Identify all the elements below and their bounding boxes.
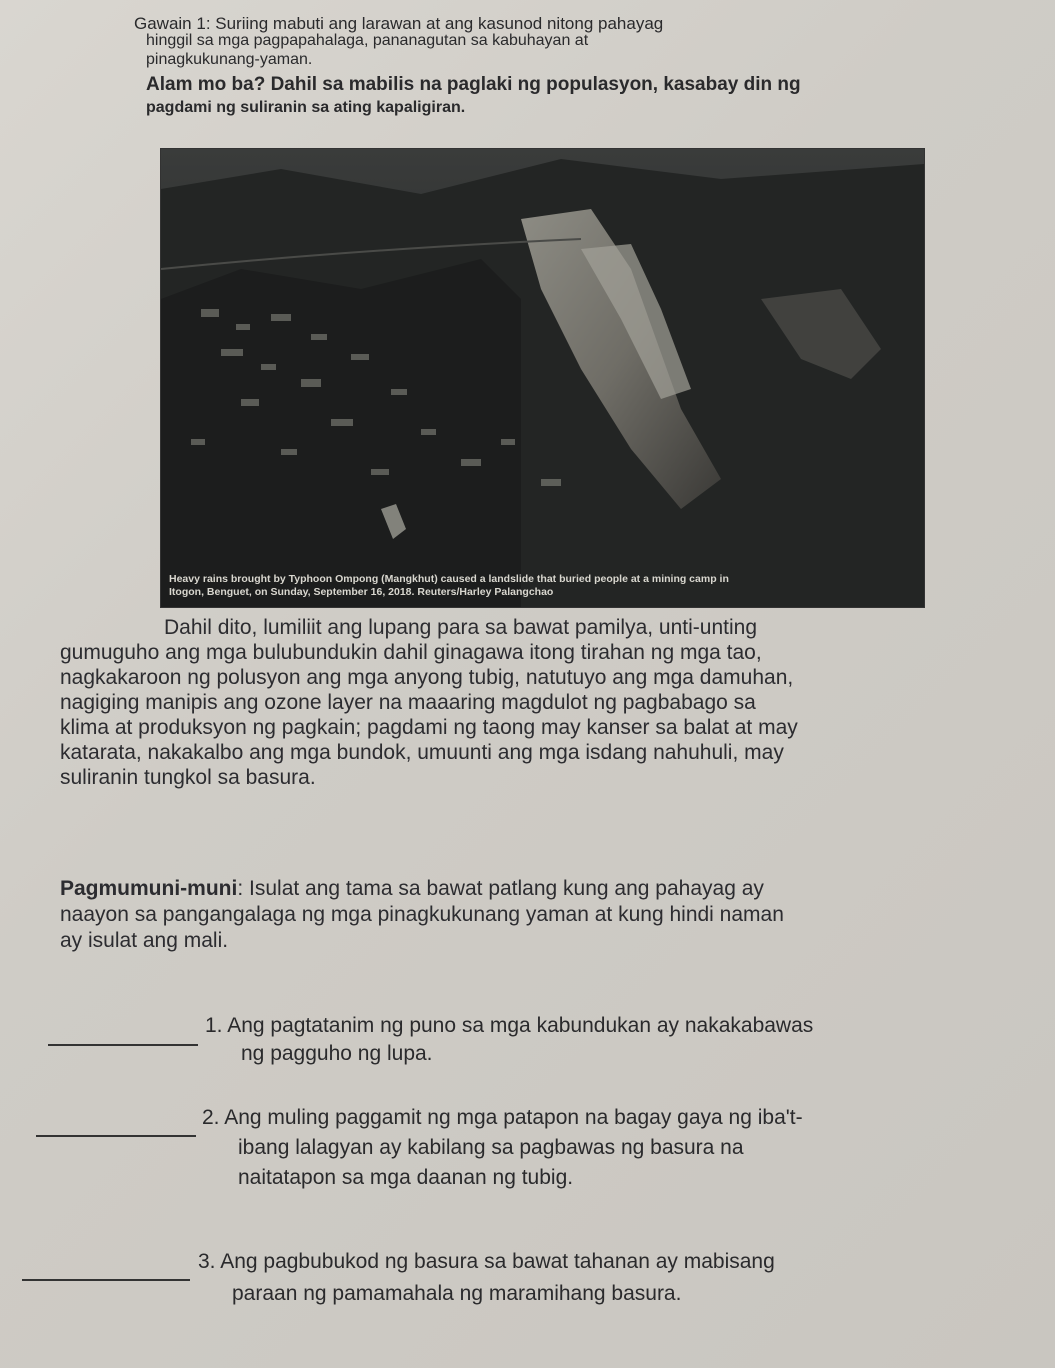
- instructions-line1: : Isulat ang tama sa bawat patlang kung ang pahayag ay: [237, 877, 764, 900]
- landslide-image: [161, 149, 924, 607]
- instructions-line3: ay isulat ang mali.: [60, 929, 229, 952]
- item-2-line2: ibang lalagyan ay kabilang sa pagbawas ng basura na: [238, 1136, 744, 1159]
- landslide-photo: [160, 148, 925, 608]
- item-1-line2: ng pagguho ng lupa.: [241, 1042, 433, 1065]
- body-line: suliranin tungkol sa basura.: [60, 766, 316, 789]
- body-line: katarata, nakakalbo ang mga bundok, umuunti ang mga isdang nahuhuli, may: [60, 741, 784, 764]
- instructions-line2: naayon sa pangangalaga ng mga pinagkukunang yaman at kung hindi naman: [60, 903, 784, 926]
- item-3-line1: 3. Ang pagbubukod ng basura sa bawat tahanan ay mabisang: [198, 1250, 775, 1273]
- photo-caption: [169, 573, 914, 599]
- item-1-line1: 1. Ang pagtatanim ng puno sa mga kabundukan ay nakakabawas: [205, 1014, 814, 1037]
- activity-title-line2: hinggil sa mga pagpapahalaga, pananagutan sa kabuhayan at: [146, 32, 589, 49]
- body-line: nagiging manipis ang ozone layer na maaaring magdulot ng pagbabago sa: [60, 691, 756, 714]
- activity-title-line3: pinagkukunang-yaman.: [146, 51, 313, 68]
- answer-blank-1[interactable]: [48, 1044, 198, 1046]
- instructions: [60, 876, 940, 954]
- answer-blank-2[interactable]: [36, 1135, 196, 1137]
- body-line: nagkakaroon ng polusyon ang mga anyong tubig, natutuyo ang mga damuhan,: [60, 666, 794, 689]
- photo-caption-line1: Heavy rains brought by Typhoon Ompong (Mangkhut) caused a landslide that buried people at a mining camp in: [169, 573, 729, 585]
- item-2-line3: naitatapon sa mga daanan ng tubig.: [238, 1166, 574, 1189]
- item-3: [198, 1249, 978, 1307]
- body-line: gumuguho ang mga bulubundukin dahil ginagawa itong tirahan ng mga tao,: [60, 641, 762, 664]
- body-paragraph: [60, 615, 940, 790]
- item-3-line2: paraan ng pamamahala ng maramihang basura.: [232, 1282, 682, 1305]
- instructions-label: Pagmumuni-muni: [60, 877, 238, 900]
- answer-blank-3[interactable]: [22, 1279, 190, 1281]
- item-2: [202, 1105, 982, 1191]
- body-line: klima at produksyon ng pagkain; pagdami ng taong may kanser sa balat at may: [60, 716, 798, 739]
- alam-mo-ba-line2: pagdami ng suliranin sa ating kapaligiran.: [146, 99, 466, 116]
- activity-title-line1: Gawain 1: Suriing mabuti ang larawan at ang kasunod nitong pahayag: [134, 14, 664, 33]
- alam-mo-ba-line1: Alam mo ba? Dahil sa mabilis na paglaki ng populasyon, kasabay din ng: [146, 74, 801, 95]
- body-line: Dahil dito, lumiliit ang lupang para sa bawat pamilya, unti-unting: [164, 616, 758, 639]
- item-2-line1: 2. Ang muling paggamit ng mga patapon na bagay gaya ng iba't-: [202, 1106, 803, 1129]
- item-1: [205, 1013, 985, 1067]
- photo-caption-line2: Itogon, Benguet, on Sunday, September 16, 2018. Reuters/Harley Palangchao: [169, 586, 554, 598]
